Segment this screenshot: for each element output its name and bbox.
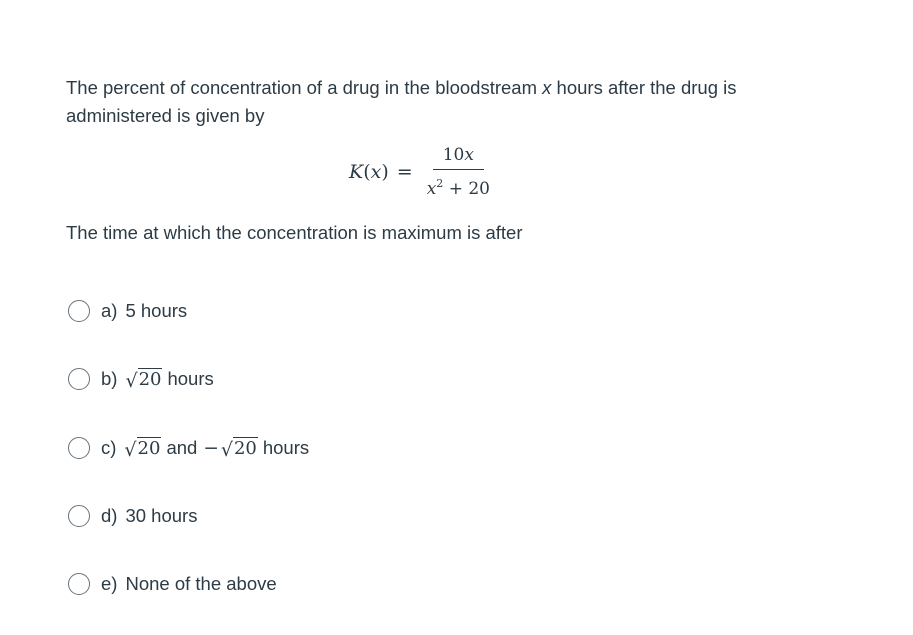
formula-equals: = [396,161,413,183]
denominator-constant: + 20 [448,179,490,199]
numerator-coefficient: 10 [442,145,465,165]
option-label-e[interactable] [101,573,277,595]
option-label-b[interactable] [101,368,214,391]
answer-option-c[interactable] [68,434,309,462]
radio-button-d[interactable] [68,505,90,527]
radio-button-a[interactable] [68,300,90,322]
formula-argument: x [370,161,382,183]
numerator-variable: x [464,145,474,165]
answer-option-a[interactable] [68,297,187,325]
square-root [125,368,162,391]
radio-button-e[interactable] [68,573,90,595]
answer-option-d[interactable] [68,502,197,530]
radical-sign-icon: √ [220,438,233,461]
formula-fraction [421,144,496,200]
option-text: hours [167,368,214,389]
answer-option-b[interactable] [68,365,214,393]
option-letter: a) [101,300,118,321]
prompt-text-end: hours after the drug is administered is given by [66,77,737,126]
question-prompt [66,74,826,130]
square-root [221,437,258,460]
radio-button-c[interactable] [68,437,90,459]
option-text: 30 hours [125,505,198,526]
radicand: 20 [233,437,257,459]
formula-function-name: K [349,161,364,183]
radical-sign-icon: √ [125,369,138,392]
question-followup: The time at which the concentration is maximum is after [66,222,523,243]
option-letter: e) [101,573,118,594]
prompt-variable: x [542,77,552,98]
option-label-a[interactable] [101,300,187,322]
option-label-d[interactable] [101,505,197,527]
option-letter: d) [101,505,118,526]
option-text: None of the above [125,573,277,594]
radicand: 20 [137,437,161,459]
prompt-text-start: The percent of concentration of a drug in the bloodstream [66,77,543,98]
option-join-word: and [166,437,198,458]
formula-numerator [433,144,484,170]
square-root [124,437,161,460]
formula-denominator [421,170,496,200]
option-letter: b) [101,368,118,389]
option-text: 5 hours [125,300,188,321]
radicand: 20 [138,368,162,390]
denominator-exponent: 2 [436,177,444,190]
answer-option-e[interactable] [68,570,277,598]
option-label-c[interactable] [101,437,309,460]
formula-lhs: K(x) [349,161,389,183]
concentration-formula [349,143,496,201]
option-text: hours [262,437,310,458]
minus-sign: − [203,437,219,459]
radio-button-b[interactable] [68,368,90,390]
option-letter: c) [101,437,117,458]
denominator-variable: x [426,179,437,199]
radical-sign-icon: √ [124,438,137,461]
